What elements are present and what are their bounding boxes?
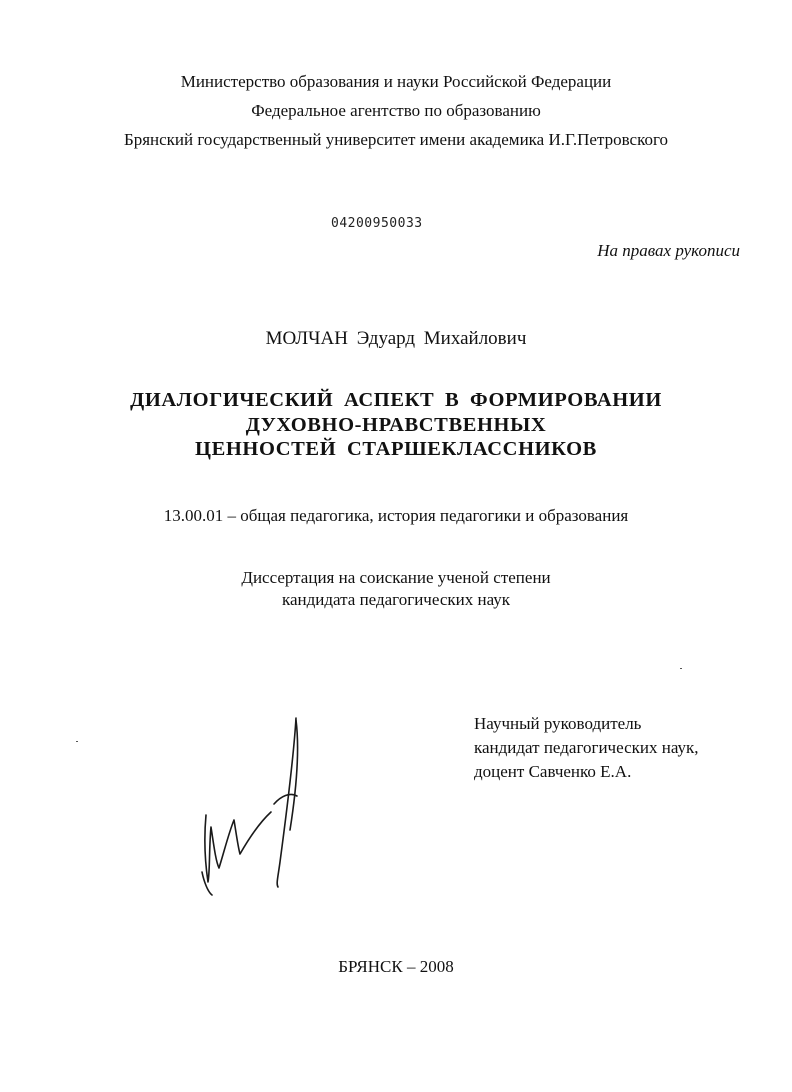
title-line-1: ДИАЛОГИЧЕСКИЙ АСПЕКТ В ФОРМИРОВАНИИ [130, 389, 662, 411]
city-year: БРЯНСК – 2008 [338, 957, 454, 976]
university-line: Брянский государственный университет имени академика И.Г.Петровского [123, 130, 669, 149]
supervisor-role: Научный руководитель [474, 714, 642, 733]
title-line-3: ЦЕННОСТЕЙ СТАРШЕКЛАССНИКОВ [195, 438, 597, 460]
supervisor-degree: кандидат педагогических наук, [474, 738, 699, 757]
rights-note: На правах рукописи [597, 241, 740, 260]
scan-speck [680, 668, 682, 669]
library-stamp-number: 04200950033 [331, 216, 423, 231]
handwritten-signature [196, 712, 314, 897]
supervisor-name: доцент Савченко Е.А. [474, 762, 632, 781]
ministry-line: Министерство образования и науки Российской Федерации [180, 72, 612, 91]
degree-line-1: Диссертация на соискание ученой степени [241, 568, 551, 587]
specialty-code: 13.00.01 – общая педагогика, история педагогики и образования [163, 506, 629, 525]
agency-line: Федеральное агентство по образованию [251, 101, 541, 120]
title-line-2: ДУХОВНО-НРАВСТВЕННЫХ [245, 414, 547, 436]
scan-speck [76, 741, 78, 742]
degree-line-2: кандидата педагогических наук [281, 590, 511, 609]
author-name: МОЛЧАН Эдуард Михайлович [265, 328, 527, 349]
